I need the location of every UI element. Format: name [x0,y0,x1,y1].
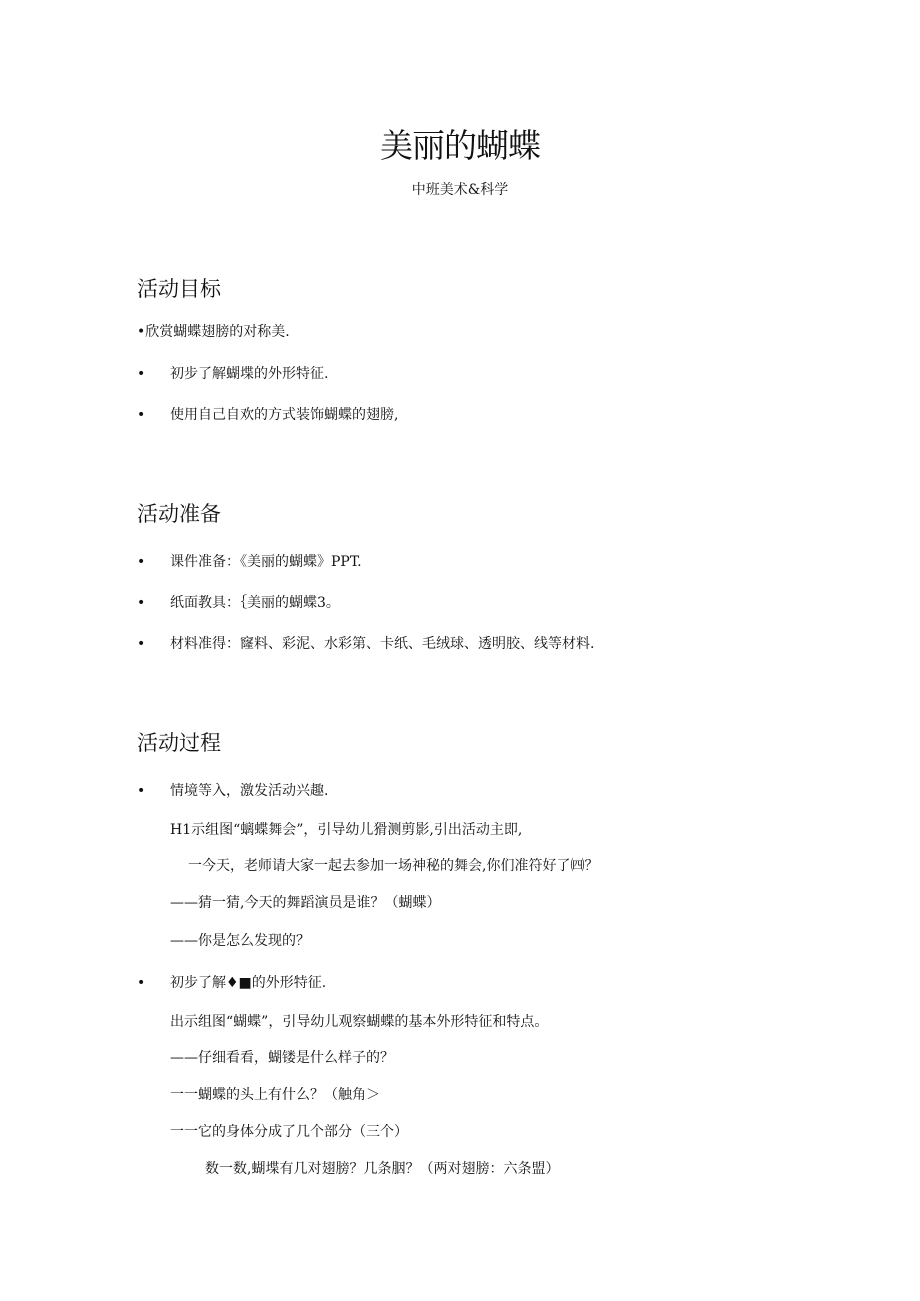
preparation-item: 材料准得：窿料、彩泥、水彩第、卡纸、毛绒球、透明胶、线等材料. [170,636,595,652]
process-line: 一一蝴蝶的头上有什么？（触角＞ [170,1087,380,1103]
process-line: 一一它的身体分成了几个部分（三个） [170,1124,408,1140]
goal-item: 初步了解蝴堞的外形特征. [170,366,329,382]
process-line: ——你是怎么发现的？ [170,933,310,949]
process-line: ——猜一猜,今天的舞蹈演员是谁？（蝴蝶） [170,895,441,911]
bullet-icon: • [137,783,146,799]
process-line: ——仔细看看，蝴镂是什么样子的？ [170,1050,394,1066]
preparation-item: 纸面教具：｛美丽的蝴蝶3。 [170,595,340,611]
process-step-label: 初步了解♦■的外形特征. [170,975,327,991]
bullet-icon: • [137,554,146,570]
goal-item: •欣赏蝴蝶翅膀的对称美. [137,324,290,340]
process-line: 出示组图“蝴蝶”，引导幼儿观察蝴蝶的基本外形特征和特点。 [170,1014,549,1030]
process-line: H1示组图“螭蝶舞会”，引导幼儿猾测剪影,引出活动主即, [170,822,523,838]
goal-item: 使用自己自欢的方式装饰蝴蝶的翅膀, [170,407,399,423]
section-heading-preparation: 活动准备 [137,502,221,526]
process-line: 数一数,蝴堞有几对翅膀？几条胭？（两对翅膀：六条盟） [205,1161,560,1177]
page-title: 美丽的蝴蝶 [380,126,540,165]
bullet-icon: • [137,366,146,382]
process-step-label: 情境等入，激发活动兴趣. [170,783,329,799]
bullet-icon: • [137,595,146,611]
section-heading-process: 活动过程 [137,731,221,755]
page-subtitle: 中班美术&科学 [411,182,509,198]
process-line: 一今天，老师请大家一起去参加一场神秘的舞会,你们准符好了㈣？ [188,858,599,874]
section-heading-goals: 活动目标 [137,277,221,301]
bullet-icon: • [137,407,146,423]
bullet-icon: • [137,636,146,652]
preparation-item: 课件准备：《美丽的蝴蝶》PPT. [170,554,362,570]
bullet-icon: • [137,975,146,991]
